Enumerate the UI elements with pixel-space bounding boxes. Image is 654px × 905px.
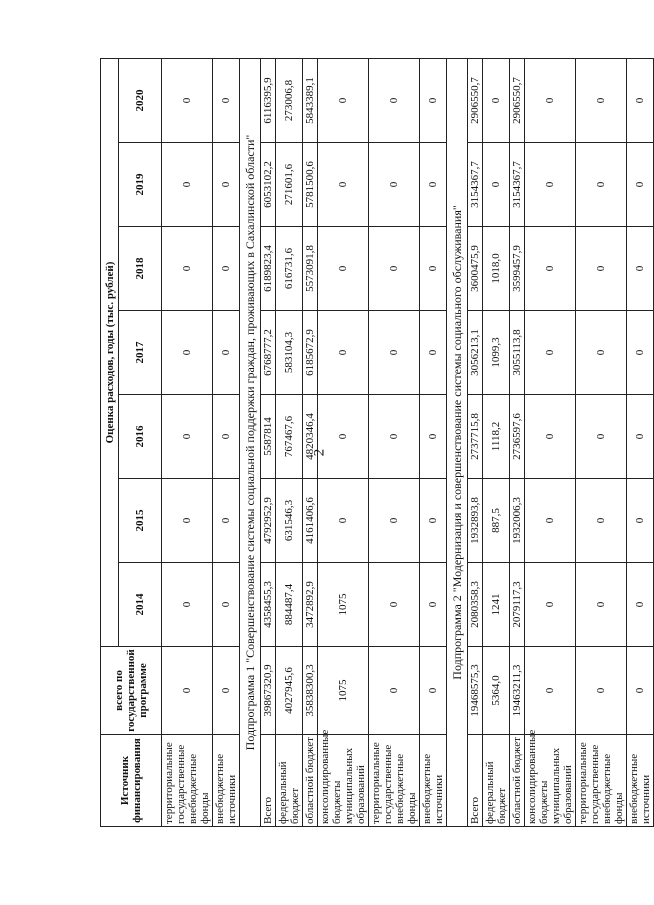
row-year-value: 0 — [525, 311, 576, 395]
row-source-label: Всего — [468, 735, 483, 827]
row-year-value: 1932893,8 — [468, 479, 483, 563]
row-year-value: 0 — [369, 563, 420, 647]
row-year-value: 0 — [162, 143, 213, 227]
row-total-value: 0 — [420, 647, 447, 735]
row-total-value: 39867320,9 — [261, 647, 276, 735]
row-year-value: 0 — [525, 395, 576, 479]
row-year-value: 273006,8 — [276, 58, 303, 142]
header-source: Источник финансирования — [101, 735, 162, 827]
table-row — [276, 58, 303, 826]
row-year-value: 0 — [420, 143, 447, 227]
row-year-value: 0 — [576, 395, 627, 479]
row-year-value: 0 — [627, 58, 654, 142]
row-year-value: 3154367,7 — [510, 143, 525, 227]
row-year-value: 631546,3 — [276, 479, 303, 563]
row-year-value: 5573091,8 — [303, 227, 318, 311]
row-year-value: 0 — [576, 227, 627, 311]
row-year-value: 6053102,2 — [261, 143, 276, 227]
row-year-value: 0 — [213, 227, 240, 311]
subprogram-2-row — [447, 58, 468, 826]
header-year: 2019 — [119, 143, 162, 227]
table-row — [627, 58, 654, 826]
row-year-value: 4792952,9 — [261, 479, 276, 563]
row-source-label: федеральный бюджет — [276, 735, 303, 827]
row-year-value: 0 — [369, 311, 420, 395]
row-year-value: 3600475,9 — [468, 227, 483, 311]
table-row — [261, 58, 276, 826]
row-year-value: 0 — [420, 395, 447, 479]
row-year-value: 0 — [318, 58, 369, 142]
page-number: 2 — [311, 448, 328, 456]
row-source-label: Всего — [261, 735, 276, 827]
row-source-label: областной бюджет — [303, 735, 318, 827]
row-year-value: 1241 — [483, 563, 510, 647]
row-total-value: 0 — [576, 647, 627, 735]
row-year-value: 0 — [420, 563, 447, 647]
row-year-value: 0 — [318, 143, 369, 227]
row-year-value: 0 — [213, 395, 240, 479]
row-year-value: 0 — [525, 58, 576, 142]
row-year-value: 2737715,8 — [468, 395, 483, 479]
row-year-value: 0 — [369, 227, 420, 311]
header-year: 2017 — [119, 311, 162, 395]
row-year-value: 0 — [525, 227, 576, 311]
row-source-label: федеральный бюджет — [483, 735, 510, 827]
row-year-value: 0 — [483, 58, 510, 142]
row-year-value: 0 — [213, 479, 240, 563]
row-total-value: 0 — [369, 647, 420, 735]
row-year-value: 1099,3 — [483, 311, 510, 395]
row-year-value: 1118,2 — [483, 395, 510, 479]
header-year: 2020 — [119, 58, 162, 142]
row-year-value: 0 — [162, 58, 213, 142]
table-row — [420, 58, 447, 826]
header-total: всего по государственной программе — [101, 647, 162, 735]
table-row — [213, 58, 240, 826]
row-total-value: 0 — [525, 647, 576, 735]
subprogram-1-row — [240, 58, 261, 826]
row-year-value: 0 — [420, 311, 447, 395]
header-year: 2014 — [119, 563, 162, 647]
rotated-table-wrapper — [100, 59, 652, 827]
row-year-value: 767467,6 — [276, 395, 303, 479]
row-year-value: 6189823,4 — [261, 227, 276, 311]
row-total-value: 19463211,3 — [510, 647, 525, 735]
row-year-value: 1018,0 — [483, 227, 510, 311]
row-total-value: 5364,0 — [483, 647, 510, 735]
row-year-value: 616731,6 — [276, 227, 303, 311]
row-year-value: 0 — [318, 479, 369, 563]
table-row — [576, 58, 627, 826]
row-year-value: 2906550,7 — [510, 58, 525, 142]
row-source-label: внебюджетные источники — [420, 735, 447, 827]
row-year-value: 3056213,1 — [468, 311, 483, 395]
header-estimate: Оценка расходов, годы (тыс. рублей) — [101, 58, 119, 646]
row-year-value: 0 — [627, 395, 654, 479]
row-year-value: 887,5 — [483, 479, 510, 563]
row-year-value: 4820346,4 — [303, 395, 318, 479]
row-total-value: 19468575,3 — [468, 647, 483, 735]
row-year-value: 0 — [627, 311, 654, 395]
row-year-value: 0 — [576, 143, 627, 227]
row-year-value: 2079117,3 — [510, 563, 525, 647]
header-row-1 — [101, 58, 119, 826]
row-year-value: 0 — [162, 227, 213, 311]
row-year-value: 0 — [627, 143, 654, 227]
table-row — [162, 58, 213, 826]
row-total-value: 4027945,6 — [276, 647, 303, 735]
table-row — [483, 58, 510, 826]
row-year-value: 0 — [369, 143, 420, 227]
row-year-value: 0 — [627, 479, 654, 563]
row-year-value: 6185672,9 — [303, 311, 318, 395]
row-source-label: территориальные государственные внебюджетные фонды — [162, 735, 213, 827]
header-year: 2018 — [119, 227, 162, 311]
row-year-value: 0 — [525, 563, 576, 647]
row-year-value: 3055113,8 — [510, 311, 525, 395]
header-year: 2016 — [119, 395, 162, 479]
row-source-label: консолидированные бюджеты муниципальных образований — [318, 735, 369, 827]
row-year-value: 0 — [162, 395, 213, 479]
row-year-value: 1075 — [318, 563, 369, 647]
row-year-value: 0 — [576, 58, 627, 142]
row-year-value: 0 — [627, 563, 654, 647]
table-row — [318, 58, 369, 826]
table-row — [468, 58, 483, 826]
row-year-value: 3599457,9 — [510, 227, 525, 311]
row-year-value: 0 — [318, 227, 369, 311]
row-year-value: 0 — [318, 311, 369, 395]
row-year-value: 0 — [162, 311, 213, 395]
row-year-value: 0 — [576, 311, 627, 395]
row-source-label: территориальные государственные внебюджетные фонды — [369, 735, 420, 827]
row-total-value: 0 — [162, 647, 213, 735]
row-source-label: внебюджетные источники — [213, 735, 240, 827]
row-year-value: 0 — [369, 395, 420, 479]
row-year-value: 0 — [369, 58, 420, 142]
row-source-label: территориальные государственные внебюджетные фонды — [576, 735, 627, 827]
row-year-value: 0 — [318, 395, 369, 479]
row-year-value: 6116395,9 — [261, 58, 276, 142]
row-year-value: 0 — [213, 563, 240, 647]
row-year-value: 0 — [525, 143, 576, 227]
row-year-value: 0 — [369, 479, 420, 563]
row-year-value: 0 — [627, 227, 654, 311]
table-row — [525, 58, 576, 826]
row-year-value: 0 — [213, 58, 240, 142]
row-total-value: 1075 — [318, 647, 369, 735]
row-year-value: 0 — [213, 143, 240, 227]
row-year-value: 4161406,6 — [303, 479, 318, 563]
row-year-value: 2906550,7 — [468, 58, 483, 142]
row-total-value: 0 — [213, 647, 240, 735]
subprogram-1-title: Подпрограмма 1 "Совершенствование системы социальной поддержки граждан, проживающих в Сахалинской области" — [240, 58, 261, 826]
row-year-value: 884487,4 — [276, 563, 303, 647]
row-year-value: 5781500,6 — [303, 143, 318, 227]
row-year-value: 0 — [162, 479, 213, 563]
row-year-value: 0 — [483, 143, 510, 227]
row-year-value: 0 — [525, 479, 576, 563]
row-total-value: 0 — [627, 647, 654, 735]
row-year-value: 2736597,6 — [510, 395, 525, 479]
row-year-value: 5843389,1 — [303, 58, 318, 142]
row-source-label: внебюджетные источники — [627, 735, 654, 827]
table-row — [369, 58, 420, 826]
funding-table — [100, 58, 654, 827]
row-year-value: 0 — [213, 311, 240, 395]
row-year-value: 3154367,7 — [468, 143, 483, 227]
subprogram-2-title: Подпрограмма 2 "Модернизация и совершенствование системы социального обслуживания" — [447, 58, 468, 826]
table-row — [303, 58, 318, 826]
header-year: 2015 — [119, 479, 162, 563]
row-year-value: 0 — [420, 227, 447, 311]
table-row — [510, 58, 525, 826]
row-source-label: областной бюджет — [510, 735, 525, 827]
row-year-value: 0 — [576, 563, 627, 647]
row-year-value: 0 — [420, 58, 447, 142]
row-year-value: 2080358,3 — [468, 563, 483, 647]
row-year-value: 3472892,9 — [303, 563, 318, 647]
row-year-value: 271601,6 — [276, 143, 303, 227]
row-year-value: 4358455,3 — [261, 563, 276, 647]
row-total-value: 35838300,3 — [303, 647, 318, 735]
row-year-value: 5587814 — [261, 395, 276, 479]
row-year-value: 6768777,2 — [261, 311, 276, 395]
row-year-value: 583104,3 — [276, 311, 303, 395]
row-year-value: 0 — [162, 563, 213, 647]
row-year-value: 0 — [576, 479, 627, 563]
row-year-value: 1932006,3 — [510, 479, 525, 563]
row-source-label: консолидированные бюджеты муниципальных образований — [525, 735, 576, 827]
row-year-value: 0 — [420, 479, 447, 563]
